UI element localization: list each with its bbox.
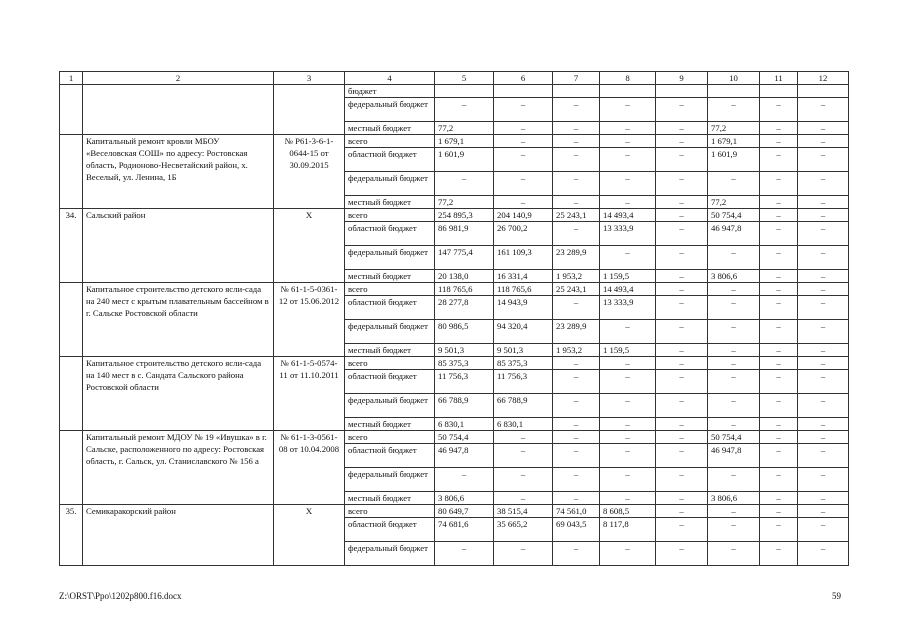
amount-cell: – bbox=[760, 394, 798, 418]
budget-type-cell: областной бюджет bbox=[345, 444, 435, 468]
amount-cell: 46 947,8 bbox=[708, 444, 760, 468]
amount-cell: – bbox=[760, 370, 798, 394]
amount-cell: 9 501,3 bbox=[435, 344, 494, 357]
item-name-cell: Семикаракорский район bbox=[83, 505, 274, 566]
budget-type-cell: местный бюджет bbox=[345, 418, 435, 431]
header-cell: 5 bbox=[435, 72, 494, 85]
amount-cell: – bbox=[798, 418, 849, 431]
amount-cell: – bbox=[760, 270, 798, 283]
amount-cell: – bbox=[494, 122, 553, 135]
amount-cell: 3 806,6 bbox=[708, 270, 760, 283]
amount-cell: 85 375,3 bbox=[494, 357, 553, 370]
amount-cell: – bbox=[760, 283, 798, 296]
amount-cell: – bbox=[760, 246, 798, 270]
amount-cell: 25 243,1 bbox=[553, 283, 600, 296]
budget-type-cell: федеральный бюджет bbox=[345, 246, 435, 270]
amount-cell: 66 788,9 bbox=[435, 394, 494, 418]
amount-cell: 77,2 bbox=[708, 196, 760, 209]
document-number-cell: № 61-1-5-0574-11 от 11.10.2011 bbox=[274, 357, 345, 431]
amount-cell: 13 333,9 bbox=[600, 222, 656, 246]
amount-cell: – bbox=[494, 172, 553, 196]
amount-cell: – bbox=[760, 357, 798, 370]
item-name-cell: Капитальное строительство детского ясли-сада на 140 мест в с. Сандата Сальского района Ростовской области bbox=[83, 357, 274, 431]
amount-cell: – bbox=[760, 98, 798, 122]
amount-cell: – bbox=[760, 505, 798, 518]
amount-cell: – bbox=[553, 296, 600, 320]
amount-cell: – bbox=[656, 492, 708, 505]
amount-cell: 50 754,4 bbox=[708, 209, 760, 222]
amount-cell: – bbox=[600, 444, 656, 468]
amount-cell: – bbox=[656, 394, 708, 418]
amount-cell: – bbox=[656, 505, 708, 518]
budget-type-cell: областной бюджет bbox=[345, 222, 435, 246]
budget-type-cell: всего bbox=[345, 357, 435, 370]
amount-cell: – bbox=[798, 222, 849, 246]
amount-cell: 118 765,6 bbox=[494, 283, 553, 296]
header-cell: 1 bbox=[60, 72, 83, 85]
amount-cell: – bbox=[798, 320, 849, 344]
amount-cell: – bbox=[760, 222, 798, 246]
document-number-cell: Х bbox=[274, 209, 345, 283]
amount-cell: – bbox=[798, 98, 849, 122]
amount-cell: 26 700,2 bbox=[494, 222, 553, 246]
table-row bbox=[60, 283, 849, 296]
amount-cell bbox=[435, 85, 494, 98]
amount-cell: – bbox=[600, 394, 656, 418]
amount-cell: – bbox=[760, 542, 798, 566]
amount-cell: 94 320,4 bbox=[494, 320, 553, 344]
amount-cell: 25 243,1 bbox=[553, 209, 600, 222]
amount-cell: 1 679,1 bbox=[435, 135, 494, 148]
amount-cell: 11 756,3 bbox=[435, 370, 494, 394]
amount-cell: 8 608,5 bbox=[600, 505, 656, 518]
budget-type-cell: федеральный бюджет bbox=[345, 172, 435, 196]
amount-cell: 66 788,9 bbox=[494, 394, 553, 418]
item-number-cell: 34. bbox=[60, 209, 83, 283]
amount-cell: – bbox=[600, 542, 656, 566]
amount-cell: 20 138,0 bbox=[435, 270, 494, 283]
amount-cell: – bbox=[435, 542, 494, 566]
amount-cell: – bbox=[798, 542, 849, 566]
amount-cell: 77,2 bbox=[435, 196, 494, 209]
item-number-cell bbox=[60, 85, 83, 135]
budget-type-cell: всего bbox=[345, 209, 435, 222]
amount-cell: – bbox=[553, 444, 600, 468]
amount-cell: – bbox=[760, 518, 798, 542]
amount-cell: – bbox=[708, 468, 760, 492]
budget-type-cell: федеральный бюджет bbox=[345, 468, 435, 492]
item-number-cell bbox=[60, 283, 83, 357]
amount-cell: 9 501,3 bbox=[494, 344, 553, 357]
amount-cell: – bbox=[656, 135, 708, 148]
amount-cell: – bbox=[494, 468, 553, 492]
amount-cell: – bbox=[494, 148, 553, 172]
amount-cell: – bbox=[708, 172, 760, 196]
amount-cell: – bbox=[600, 431, 656, 444]
amount-cell: – bbox=[760, 122, 798, 135]
amount-cell bbox=[708, 85, 760, 98]
header-cell: 12 bbox=[798, 72, 849, 85]
amount-cell: 80 649,7 bbox=[435, 505, 494, 518]
amount-cell: – bbox=[708, 518, 760, 542]
amount-cell: – bbox=[798, 394, 849, 418]
amount-cell: 1 953,2 bbox=[553, 344, 600, 357]
amount-cell: – bbox=[553, 468, 600, 492]
amount-cell: – bbox=[760, 320, 798, 344]
item-name-cell: Капитальный ремонт МДОУ № 19 «Ивушка» в г. Сальске, расположенного по адресу: Ростовская область, г. Сальск, ул. Станиславского № 156 а bbox=[83, 431, 274, 505]
item-number-cell bbox=[60, 357, 83, 431]
amount-cell: – bbox=[760, 468, 798, 492]
budget-type-cell: всего bbox=[345, 505, 435, 518]
amount-cell: – bbox=[656, 222, 708, 246]
column-number-header bbox=[60, 72, 849, 85]
amount-cell: 80 986,5 bbox=[435, 320, 494, 344]
table-row bbox=[60, 135, 849, 148]
amount-cell: – bbox=[600, 148, 656, 172]
amount-cell: – bbox=[760, 135, 798, 148]
amount-cell: – bbox=[708, 98, 760, 122]
amount-cell: – bbox=[600, 172, 656, 196]
amount-cell bbox=[600, 85, 656, 98]
amount-cell: – bbox=[760, 296, 798, 320]
amount-cell: 86 981,9 bbox=[435, 222, 494, 246]
header-cell: 2 bbox=[83, 72, 274, 85]
amount-cell: – bbox=[494, 135, 553, 148]
amount-cell: – bbox=[494, 492, 553, 505]
amount-cell: – bbox=[708, 418, 760, 431]
item-name-cell bbox=[83, 85, 274, 135]
amount-cell: – bbox=[553, 431, 600, 444]
amount-cell: – bbox=[494, 196, 553, 209]
amount-cell: – bbox=[798, 246, 849, 270]
amount-cell: – bbox=[656, 196, 708, 209]
amount-cell: – bbox=[798, 357, 849, 370]
amount-cell: 46 947,8 bbox=[708, 222, 760, 246]
amount-cell: 161 109,3 bbox=[494, 246, 553, 270]
amount-cell: 8 117,8 bbox=[600, 518, 656, 542]
amount-cell: – bbox=[656, 246, 708, 270]
header-cell: 3 bbox=[274, 72, 345, 85]
budget-type-cell: бюджет bbox=[345, 85, 435, 98]
amount-cell: – bbox=[798, 431, 849, 444]
amount-cell: – bbox=[553, 418, 600, 431]
amount-cell: – bbox=[435, 98, 494, 122]
amount-cell: – bbox=[798, 444, 849, 468]
amount-cell: – bbox=[600, 98, 656, 122]
amount-cell: – bbox=[798, 283, 849, 296]
amount-cell: – bbox=[708, 344, 760, 357]
amount-cell: – bbox=[760, 431, 798, 444]
page-number: 59 bbox=[832, 591, 841, 601]
amount-cell: 28 277,8 bbox=[435, 296, 494, 320]
amount-cell: – bbox=[553, 135, 600, 148]
header-cell: 7 bbox=[553, 72, 600, 85]
budget-type-cell: областной бюджет bbox=[345, 148, 435, 172]
amount-cell: – bbox=[798, 196, 849, 209]
amount-cell: – bbox=[435, 468, 494, 492]
amount-cell: 14 493,4 bbox=[600, 283, 656, 296]
amount-cell: 77,2 bbox=[435, 122, 494, 135]
amount-cell: – bbox=[708, 283, 760, 296]
header-cell: 8 bbox=[600, 72, 656, 85]
amount-cell: 11 756,3 bbox=[494, 370, 553, 394]
amount-cell: – bbox=[600, 246, 656, 270]
footer-file-path: Z:\ORST\Ppo\1202p800.f16.docx bbox=[59, 591, 182, 601]
amount-cell: – bbox=[760, 196, 798, 209]
document-number-cell: № 61-1-3-0561-08 от 10.04.2008 bbox=[274, 431, 345, 505]
amount-cell: – bbox=[798, 370, 849, 394]
amount-cell bbox=[656, 85, 708, 98]
budget-type-cell: всего bbox=[345, 283, 435, 296]
amount-cell: – bbox=[798, 468, 849, 492]
item-number-cell: 35. bbox=[60, 505, 83, 566]
amount-cell bbox=[760, 85, 798, 98]
amount-cell: – bbox=[656, 148, 708, 172]
amount-cell: – bbox=[600, 135, 656, 148]
amount-cell: – bbox=[656, 431, 708, 444]
amount-cell: – bbox=[553, 122, 600, 135]
amount-cell: – bbox=[435, 172, 494, 196]
amount-cell: – bbox=[656, 542, 708, 566]
amount-cell: 23 289,9 bbox=[553, 320, 600, 344]
budget-type-cell: областной бюджет bbox=[345, 296, 435, 320]
amount-cell: – bbox=[656, 283, 708, 296]
amount-cell: – bbox=[553, 542, 600, 566]
item-name-cell: Капитальный ремонт кровли МБОУ «Веселовская СОШ» по адресу: Ростовская область, Родионово-Несветайский район, х. Веселый, ул. Ленина, 1Б bbox=[83, 135, 274, 209]
amount-cell: – bbox=[798, 148, 849, 172]
amount-cell: – bbox=[553, 196, 600, 209]
header-cell: 10 bbox=[708, 72, 760, 85]
budget-type-cell: федеральный бюджет bbox=[345, 320, 435, 344]
amount-cell: – bbox=[656, 357, 708, 370]
item-name-cell: Сальский район bbox=[83, 209, 274, 283]
amount-cell: – bbox=[760, 172, 798, 196]
amount-cell: 1 601,9 bbox=[708, 148, 760, 172]
amount-cell: – bbox=[553, 222, 600, 246]
amount-cell: – bbox=[760, 344, 798, 357]
amount-cell: – bbox=[708, 542, 760, 566]
amount-cell: – bbox=[798, 122, 849, 135]
amount-cell: 74 681,6 bbox=[435, 518, 494, 542]
document-number-cell bbox=[274, 85, 345, 135]
amount-cell: – bbox=[494, 431, 553, 444]
amount-cell: 50 754,4 bbox=[435, 431, 494, 444]
amount-cell: – bbox=[708, 370, 760, 394]
amount-cell: – bbox=[798, 344, 849, 357]
amount-cell: – bbox=[494, 98, 553, 122]
amount-cell: 46 947,8 bbox=[435, 444, 494, 468]
amount-cell: 1 159,5 bbox=[600, 344, 656, 357]
item-number-cell bbox=[60, 135, 83, 209]
amount-cell: – bbox=[600, 492, 656, 505]
amount-cell: 6 830,1 bbox=[494, 418, 553, 431]
amount-cell: – bbox=[600, 468, 656, 492]
budget-table bbox=[59, 71, 849, 566]
table-row bbox=[60, 357, 849, 370]
amount-cell: 69 043,5 bbox=[553, 518, 600, 542]
amount-cell: – bbox=[656, 320, 708, 344]
amount-cell: – bbox=[600, 357, 656, 370]
amount-cell: – bbox=[760, 444, 798, 468]
amount-cell: – bbox=[600, 122, 656, 135]
amount-cell: – bbox=[760, 209, 798, 222]
amount-cell: 38 515,4 bbox=[494, 505, 553, 518]
amount-cell: 23 289,9 bbox=[553, 246, 600, 270]
amount-cell: – bbox=[708, 394, 760, 418]
amount-cell: – bbox=[553, 357, 600, 370]
amount-cell: – bbox=[798, 172, 849, 196]
amount-cell: – bbox=[553, 98, 600, 122]
amount-cell: – bbox=[708, 320, 760, 344]
amount-cell: 13 333,9 bbox=[600, 296, 656, 320]
amount-cell: 6 830,1 bbox=[435, 418, 494, 431]
amount-cell: – bbox=[600, 196, 656, 209]
table-row bbox=[60, 431, 849, 444]
amount-cell: 3 806,6 bbox=[435, 492, 494, 505]
amount-cell: – bbox=[553, 172, 600, 196]
amount-cell: – bbox=[553, 394, 600, 418]
amount-cell: – bbox=[708, 246, 760, 270]
budget-type-cell: местный бюджет bbox=[345, 270, 435, 283]
amount-cell: – bbox=[760, 418, 798, 431]
budget-type-cell: всего bbox=[345, 431, 435, 444]
amount-cell: – bbox=[600, 418, 656, 431]
amount-cell: 1 953,2 bbox=[553, 270, 600, 283]
budget-type-cell: федеральный бюджет bbox=[345, 98, 435, 122]
amount-cell: – bbox=[656, 418, 708, 431]
budget-type-cell: всего bbox=[345, 135, 435, 148]
amount-cell: 16 331,4 bbox=[494, 270, 553, 283]
amount-cell: – bbox=[656, 296, 708, 320]
amount-cell: – bbox=[798, 505, 849, 518]
amount-cell: – bbox=[656, 518, 708, 542]
item-number-cell bbox=[60, 431, 83, 505]
amount-cell: 50 754,4 bbox=[708, 431, 760, 444]
amount-cell: – bbox=[798, 209, 849, 222]
item-name-cell: Капитальное строительство детского ясли-сада на 240 мест с крытым плавательным бассейном в г. Сальске Ростовской области bbox=[83, 283, 274, 357]
amount-cell: – bbox=[656, 172, 708, 196]
amount-cell: – bbox=[553, 492, 600, 505]
amount-cell: – bbox=[494, 444, 553, 468]
amount-cell: 14 943,9 bbox=[494, 296, 553, 320]
amount-cell: 1 159,5 bbox=[600, 270, 656, 283]
amount-cell: 35 665,2 bbox=[494, 518, 553, 542]
amount-cell: – bbox=[656, 209, 708, 222]
table-row bbox=[60, 209, 849, 222]
amount-cell: 85 375,3 bbox=[435, 357, 494, 370]
amount-cell: 1 601,9 bbox=[435, 148, 494, 172]
amount-cell: – bbox=[760, 148, 798, 172]
amount-cell: – bbox=[708, 296, 760, 320]
header-cell: 4 bbox=[345, 72, 435, 85]
amount-cell: – bbox=[708, 357, 760, 370]
amount-cell: – bbox=[656, 98, 708, 122]
budget-type-cell: федеральный бюджет bbox=[345, 542, 435, 566]
amount-cell: 118 765,6 bbox=[435, 283, 494, 296]
amount-cell: 3 806,6 bbox=[708, 492, 760, 505]
budget-type-cell: местный бюджет bbox=[345, 344, 435, 357]
amount-cell: 254 895,3 bbox=[435, 209, 494, 222]
budget-type-cell: федеральный бюджет bbox=[345, 394, 435, 418]
amount-cell: 14 493,4 bbox=[600, 209, 656, 222]
amount-cell: – bbox=[798, 518, 849, 542]
amount-cell: – bbox=[553, 148, 600, 172]
budget-type-cell: местный бюджет bbox=[345, 196, 435, 209]
amount-cell bbox=[494, 85, 553, 98]
amount-cell: – bbox=[553, 370, 600, 394]
amount-cell: – bbox=[708, 505, 760, 518]
budget-type-cell: местный бюджет bbox=[345, 492, 435, 505]
amount-cell: 77,2 bbox=[708, 122, 760, 135]
amount-cell bbox=[798, 85, 849, 98]
budget-type-cell: местный бюджет bbox=[345, 122, 435, 135]
amount-cell: – bbox=[798, 296, 849, 320]
table-row bbox=[60, 85, 849, 98]
amount-cell bbox=[553, 85, 600, 98]
amount-cell: – bbox=[798, 492, 849, 505]
table-row bbox=[60, 505, 849, 518]
amount-cell: – bbox=[656, 122, 708, 135]
amount-cell: – bbox=[656, 270, 708, 283]
amount-cell: 74 561,0 bbox=[553, 505, 600, 518]
header-cell: 9 bbox=[656, 72, 708, 85]
amount-cell: – bbox=[656, 444, 708, 468]
amount-cell: 1 679,1 bbox=[708, 135, 760, 148]
amount-cell: – bbox=[600, 320, 656, 344]
budget-type-cell: областной бюджет bbox=[345, 518, 435, 542]
amount-cell: – bbox=[760, 492, 798, 505]
amount-cell: – bbox=[494, 542, 553, 566]
amount-cell: – bbox=[798, 270, 849, 283]
header-cell: 11 bbox=[760, 72, 798, 85]
document-number-cell: Х bbox=[274, 505, 345, 566]
document-number-cell: № 61-1-5-0361-12 от 15.06.2012 bbox=[274, 283, 345, 357]
amount-cell: 147 775,4 bbox=[435, 246, 494, 270]
amount-cell: 204 140,9 bbox=[494, 209, 553, 222]
amount-cell: – bbox=[798, 135, 849, 148]
amount-cell: – bbox=[656, 468, 708, 492]
amount-cell: – bbox=[656, 344, 708, 357]
budget-type-cell: областной бюджет bbox=[345, 370, 435, 394]
document-number-cell: № Р61-3-6-1-0644-15 от 30.09.2015 bbox=[274, 135, 345, 209]
header-cell: 6 bbox=[494, 72, 553, 85]
amount-cell: – bbox=[600, 370, 656, 394]
amount-cell: – bbox=[656, 370, 708, 394]
